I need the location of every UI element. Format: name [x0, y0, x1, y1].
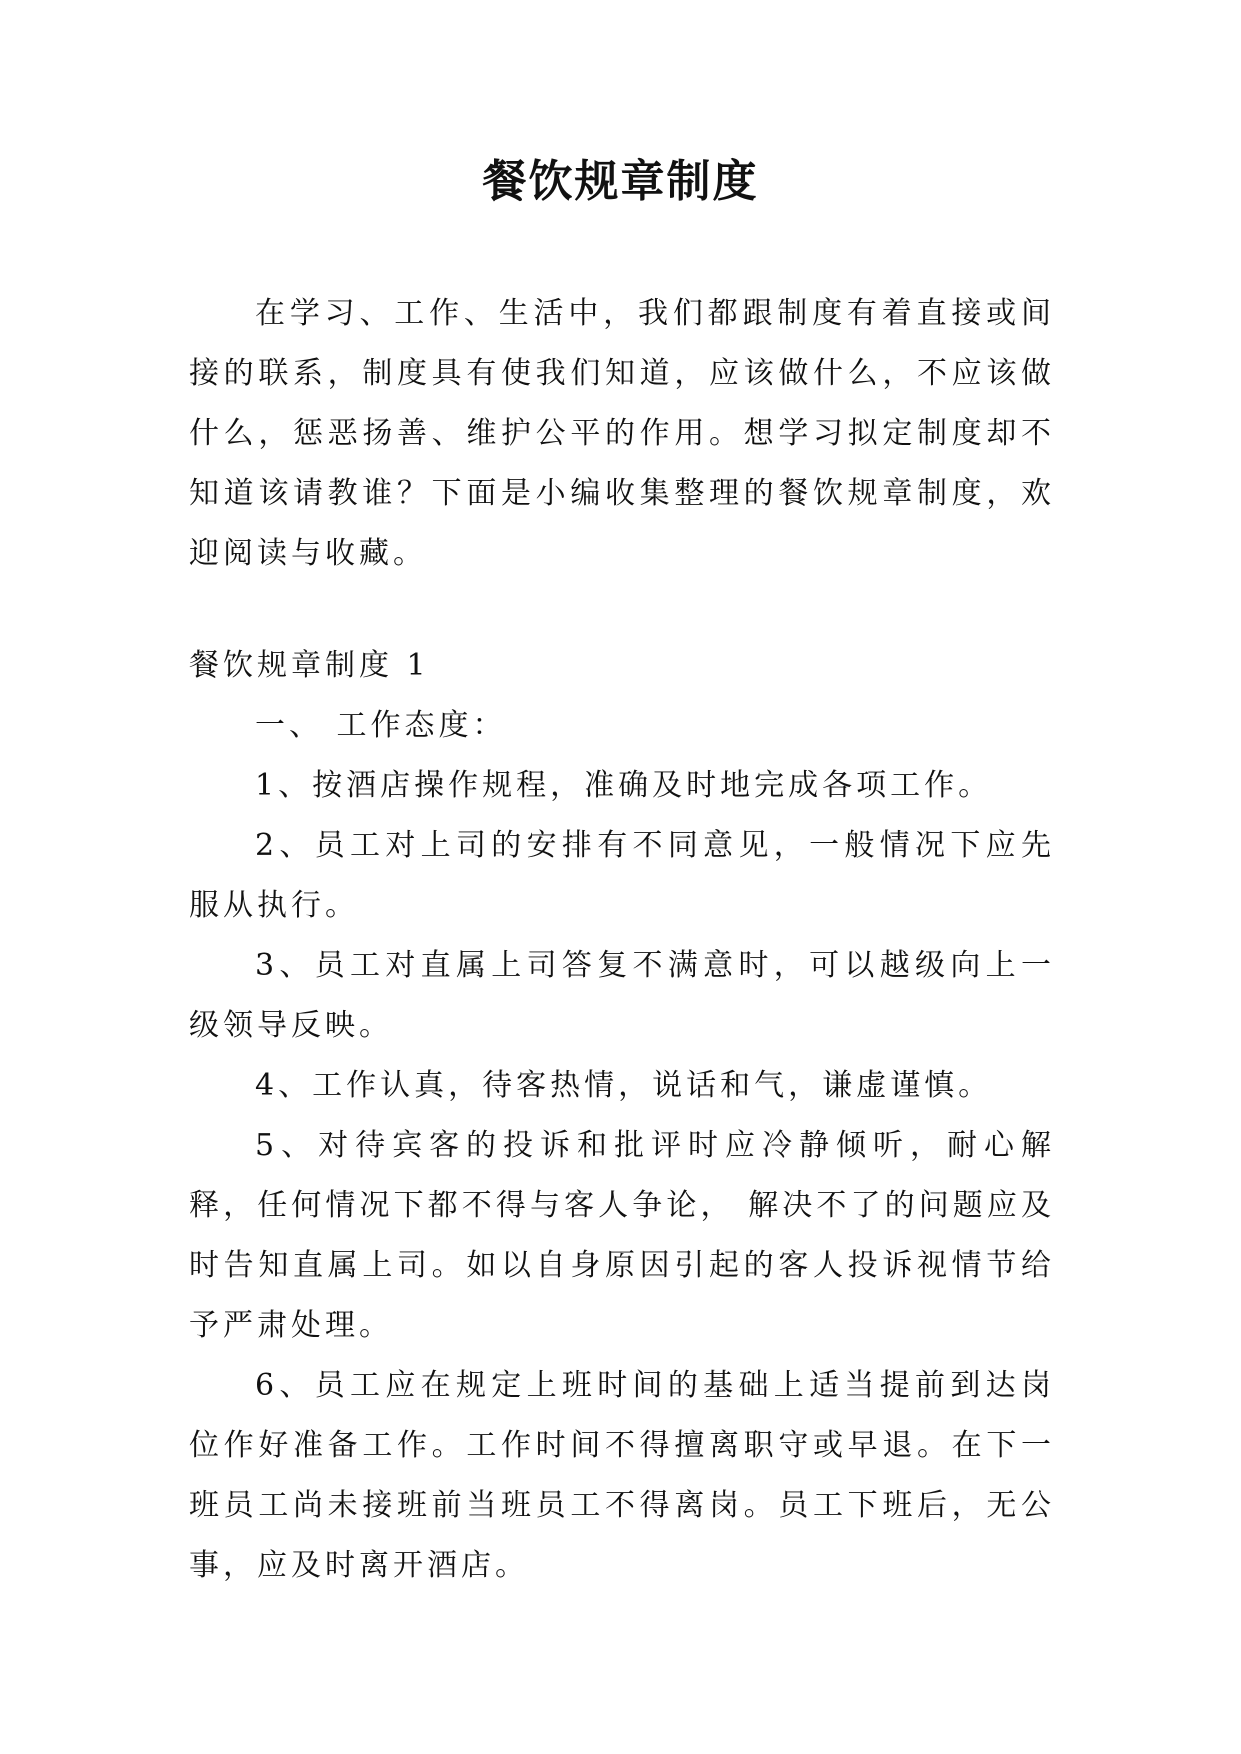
section-heading: 一、 工作态度：	[255, 708, 507, 743]
list-item: 4、工作认真，待客热情，说话和气，谦虚谨慎。	[255, 1068, 993, 1103]
intro-paragraph: 在学习、工作、生活中，我们都跟制度有着直接或间接的联系，制度具有使我们知道，应该做什么，不应该做什么，惩恶扬善、维护公平的作用。想学习拟定制度却不知道该请教谁？下面是小编收集整理的餐饮规章制度，欢迎阅读与收藏。	[189, 296, 1055, 571]
section-title: 餐饮规章制度 1	[189, 648, 430, 683]
list-item: 5、对待宾客的投诉和批评时应冷静倾听，耐心解释，任何情况下都不得与客人争论， 解决不了的问题应及时告知直属上司。如以自身原因引起的客人投诉视情节给予严肃处理。	[189, 1128, 1055, 1343]
list-item: 3、员工对直属上司答复不满意时，可以越级向上一级领导反映。	[189, 948, 1055, 1043]
intro-section	[189, 284, 1055, 584]
list-item: 1、按酒店操作规程，准确及时地完成各项工作。	[255, 768, 993, 803]
rules-section	[189, 636, 1055, 1596]
list-item: 2、员工对上司的安排有不同意见，一般情况下应先服从执行。	[189, 828, 1055, 923]
list-item: 6、员工应在规定上班时间的基础上适当提前到达岗位作好准备工作。工作时间不得擅离职守或早退。在下一班员工尚未接班前当班员工不得离岗。员工下班后，无公事，应及时离开酒店。	[189, 1368, 1055, 1583]
document-title: 餐饮规章制度	[482, 156, 759, 207]
